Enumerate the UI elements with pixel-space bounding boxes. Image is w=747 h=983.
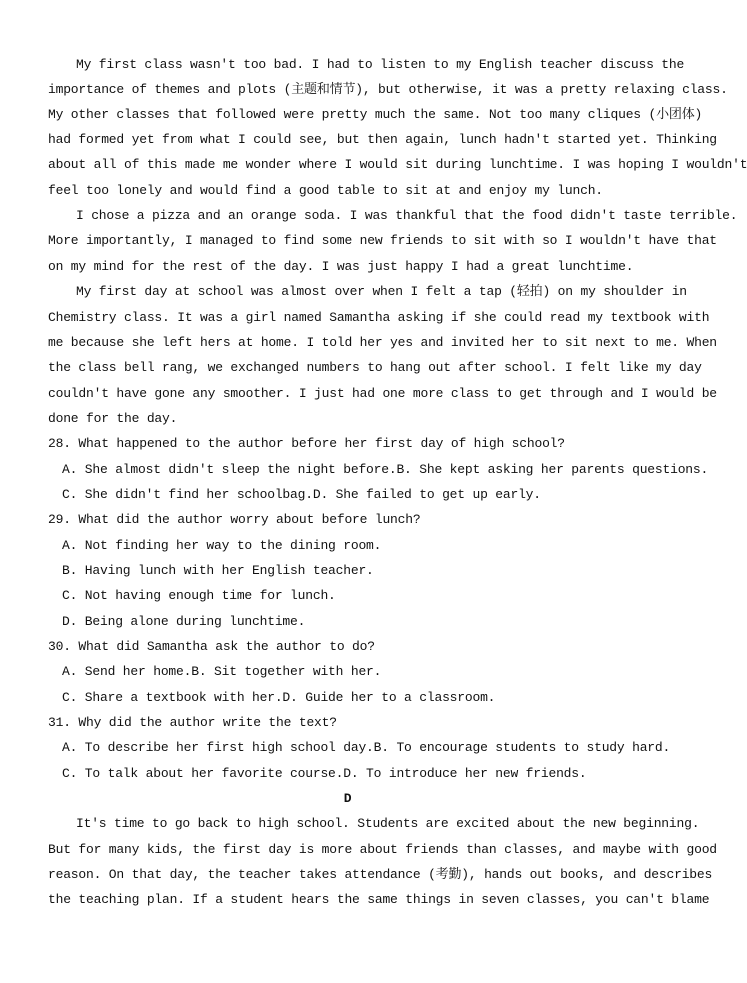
passage-d-p1-line-4: the teaching plan. If a student hears the same things in seven classes, you can't blame xyxy=(48,892,710,907)
passage-c-p2-line-2: More importantly, I managed to find some new friends to sit with so I wouldn't have that xyxy=(48,233,717,248)
question-29-option-a: A. Not finding her way to the dining room. xyxy=(62,538,382,553)
passage-c-p1-line-4: had formed yet from what I could see, but then again, lunch hadn't started yet. Thinking xyxy=(48,132,717,147)
question-28-options-ab: A. She almost didn't sleep the night before.B. She kept asking her parents questions. xyxy=(62,462,709,477)
passage-c-p2-line-1: I chose a pizza and an orange soda. I was thankful that the food didn't taste terrible. xyxy=(76,208,738,223)
question-29-stem: 29. What did the author worry about before lunch? xyxy=(48,512,421,527)
question-29-option-b: B. Having lunch with her English teacher. xyxy=(62,563,374,578)
question-28-options-cd: C. She didn't find her schoolbag.D. She failed to get up early. xyxy=(62,487,541,502)
question-30-stem: 30. What did Samantha ask the author to do? xyxy=(48,639,375,654)
passage-c-p3-line-1: My first day at school was almost over when I felt a tap (轻拍) on my shoulder in xyxy=(76,284,687,299)
passage-c-p1-line-5: about all of this made me wonder where I would sit during lunchtime. I was hoping I wouldn't xyxy=(48,157,747,172)
question-30-options-ab: A. Send her home.B. Sit together with her. xyxy=(62,664,382,679)
question-31-options-cd: C. To talk about her favorite course.D. To introduce her new friends. xyxy=(62,766,587,781)
passage-c-p1-line-2: importance of themes and plots (主题和情节), but otherwise, it was a pretty relaxing class. xyxy=(48,82,728,97)
passage-c-p3-line-2: Chemistry class. It was a girl named Samantha asking if she could read my textbook with xyxy=(48,310,710,325)
question-28-stem: 28. What happened to the author before her first day of high school? xyxy=(48,436,565,451)
passage-c-p1-line-3: My other classes that followed were pretty much the same. Not too many cliques (小团体) xyxy=(48,107,703,122)
passage-c-p1-line-6: feel too lonely and would find a good table to sit at and enjoy my lunch. xyxy=(48,183,603,198)
passage-d-p1-line-2: But for many kids, the first day is more about friends than classes, and maybe with good xyxy=(48,842,717,857)
passage-c-p1-line-1: My first class wasn't too bad. I had to listen to my English teacher discuss the xyxy=(76,57,685,72)
question-29-option-c: C. Not having enough time for lunch. xyxy=(62,588,336,603)
passage-c-p3-line-6: done for the day. xyxy=(48,411,178,426)
passage-c-p3-line-3: me because she left hers at home. I told her yes and invited her to sit next to me. When xyxy=(48,335,717,350)
passage-c-p3-line-4: the class bell rang, we exchanged numbers to hang out after school. I felt like my day xyxy=(48,360,702,375)
question-30-options-cd: C. Share a textbook with her.D. Guide her to a classroom. xyxy=(62,690,496,705)
passage-c-p3-line-5: couldn't have gone any smoother. I just had one more class to get through and I would be xyxy=(48,386,717,401)
question-29-option-d: D. Being alone during lunchtime. xyxy=(62,614,306,629)
question-31-stem: 31. Why did the author write the text? xyxy=(48,715,337,730)
passage-d-heading: D xyxy=(343,791,352,806)
question-31-options-ab: A. To describe her first high school day.B. To encourage students to study hard. xyxy=(62,740,671,755)
passage-d-p1-line-3: reason. On that day, the teacher takes attendance (考勤), hands out books, and describes xyxy=(48,867,713,882)
passage-d-p1-line-1: It's time to go back to high school. Students are excited about the new beginning. xyxy=(76,816,700,831)
passage-c-p2-line-3: on my mind for the rest of the day. I was just happy I had a great lunchtime. xyxy=(48,259,634,274)
